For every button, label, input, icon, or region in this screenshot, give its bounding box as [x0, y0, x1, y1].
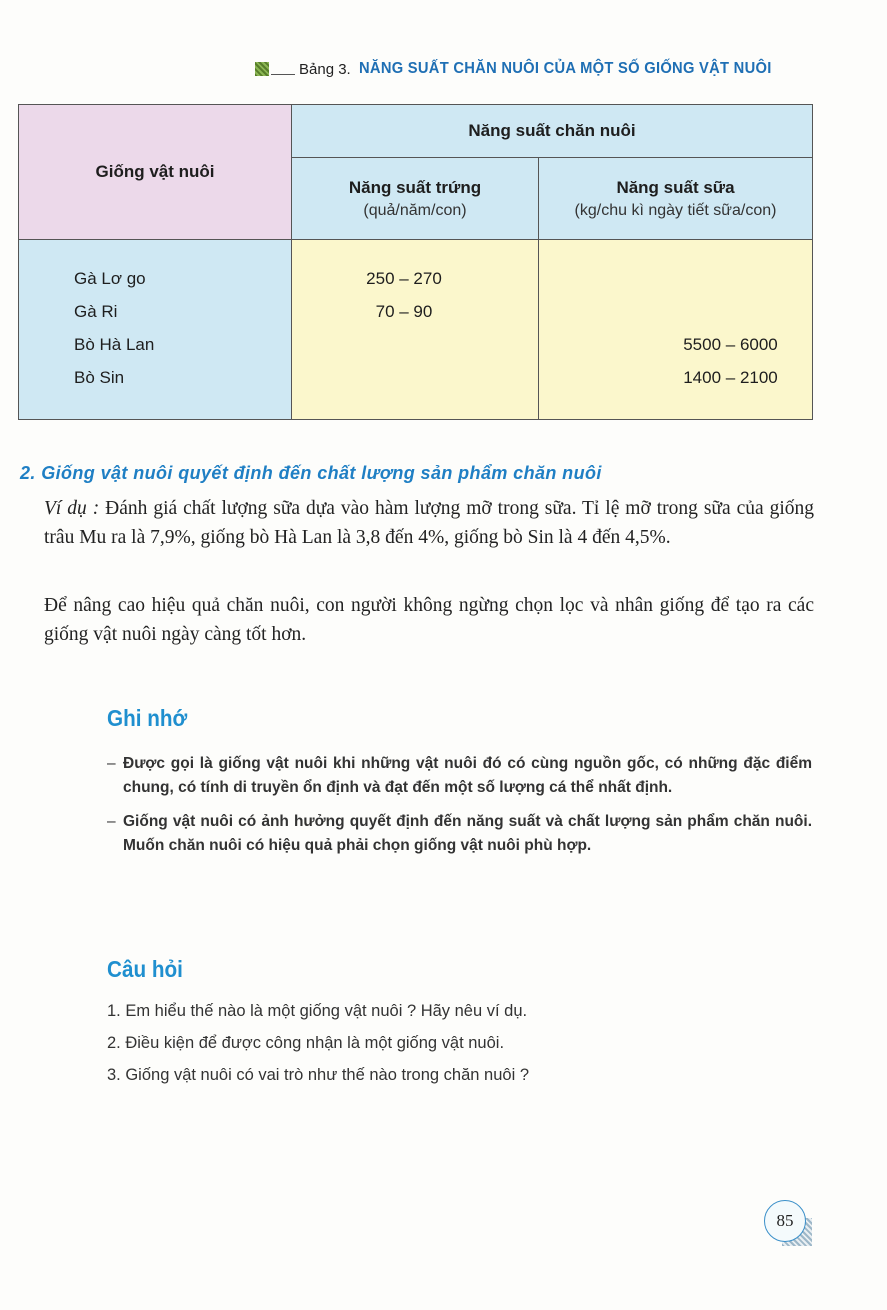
header-milk-unit: (kg/chu kì ngày tiết sữa/con) — [574, 201, 777, 219]
egg-column — [292, 240, 539, 420]
caption-title: NĂNG SUẤT CHĂN NUÔI CỦA MỘT SỐ GIỐNG VẬT NUÔI — [358, 60, 772, 77]
egg-cell — [292, 361, 538, 394]
question-item: 1. Em hiểu thế nào là một giống vật nuôi ? Hãy nêu ví dụ. — [107, 1002, 528, 1020]
egg-cell: 70 – 90 — [375, 302, 433, 321]
remember-item: – Giống vật nuôi có ảnh hưởng quyết định đến năng suất và chất lượng sản phẩm chăn nuôi. Muốn chăn nuôi có hiệu quả phải chọn giống vật nuôi phù hợp. — [107, 813, 812, 854]
question-item: 3. Giống vật nuôi có vai trò như thế nào trong chăn nuôi ? — [107, 1066, 529, 1084]
remember-heading: Ghi nhớ — [107, 705, 188, 731]
breed-cell: Bò Hà Lan — [74, 335, 155, 354]
example-paragraph — [44, 494, 814, 552]
egg-cell — [292, 328, 538, 361]
remember-list — [107, 752, 812, 868]
header-egg: Năng suất trứng (quả/năm/con) — [292, 158, 539, 240]
question-item: 2. Điều kiện để được công nhận là một giống vật nuôi. — [107, 1034, 505, 1052]
questions-heading: Câu hỏi — [107, 956, 183, 982]
example-text: Đánh giá chất lượng sữa dựa vào hàm lượng mỡ trong sữa. Tỉ lệ mỡ trong sữa của giống trâu Mu ra là 7,9%, giống bò Hà Lan là 3,8 đến 4%, giống bò Sin là 4 đến 4,5%. — [44, 498, 814, 548]
header-productivity: Năng suất chăn nuôi — [292, 105, 813, 158]
egg-cell: 250 – 270 — [366, 269, 442, 288]
table-caption — [255, 60, 815, 78]
milk-column — [539, 240, 813, 420]
breed-cell: Bò Sin — [74, 368, 125, 387]
milk-cell — [539, 295, 812, 328]
caption-rule — [271, 74, 295, 75]
caption-label: Bảng 3. — [299, 60, 351, 78]
breed-cell: Gà Lơ go — [74, 269, 146, 288]
productivity-table — [18, 104, 813, 420]
milk-cell — [539, 262, 812, 295]
example-label: Ví dụ : — [44, 498, 100, 519]
section-heading: 2. Giống vật nuôi quyết định đến chất lượng sản phẩm chăn nuôi — [20, 463, 602, 483]
page-number: 85 — [764, 1200, 806, 1242]
caption-square-icon — [255, 62, 269, 76]
milk-cell: 5500 – 6000 — [683, 335, 778, 354]
milk-cell: 1400 – 2100 — [683, 368, 778, 387]
questions-list — [107, 995, 812, 1091]
header-milk: Năng suất sữa (kg/chu kì ngày tiết sữa/con) — [539, 158, 813, 240]
breed-cell: Gà Ri — [74, 302, 118, 321]
body-paragraph: Để nâng cao hiệu quả chăn nuôi, con người không ngừng chọn lọc và nhân giống để tạo ra các giống vật nuôi ngày càng tốt hơn. — [44, 595, 814, 645]
breed-column — [19, 240, 292, 420]
header-breed: Giống vật nuôi — [19, 105, 292, 240]
header-egg-unit: (quả/năm/con) — [363, 201, 467, 219]
remember-item: – Được gọi là giống vật nuôi khi những vật nuôi đó có cùng nguồn gốc, có những đặc điểm chung, có tính di truyền ổn định và đạt đến một số lượng cá thể nhất định. — [107, 755, 812, 796]
